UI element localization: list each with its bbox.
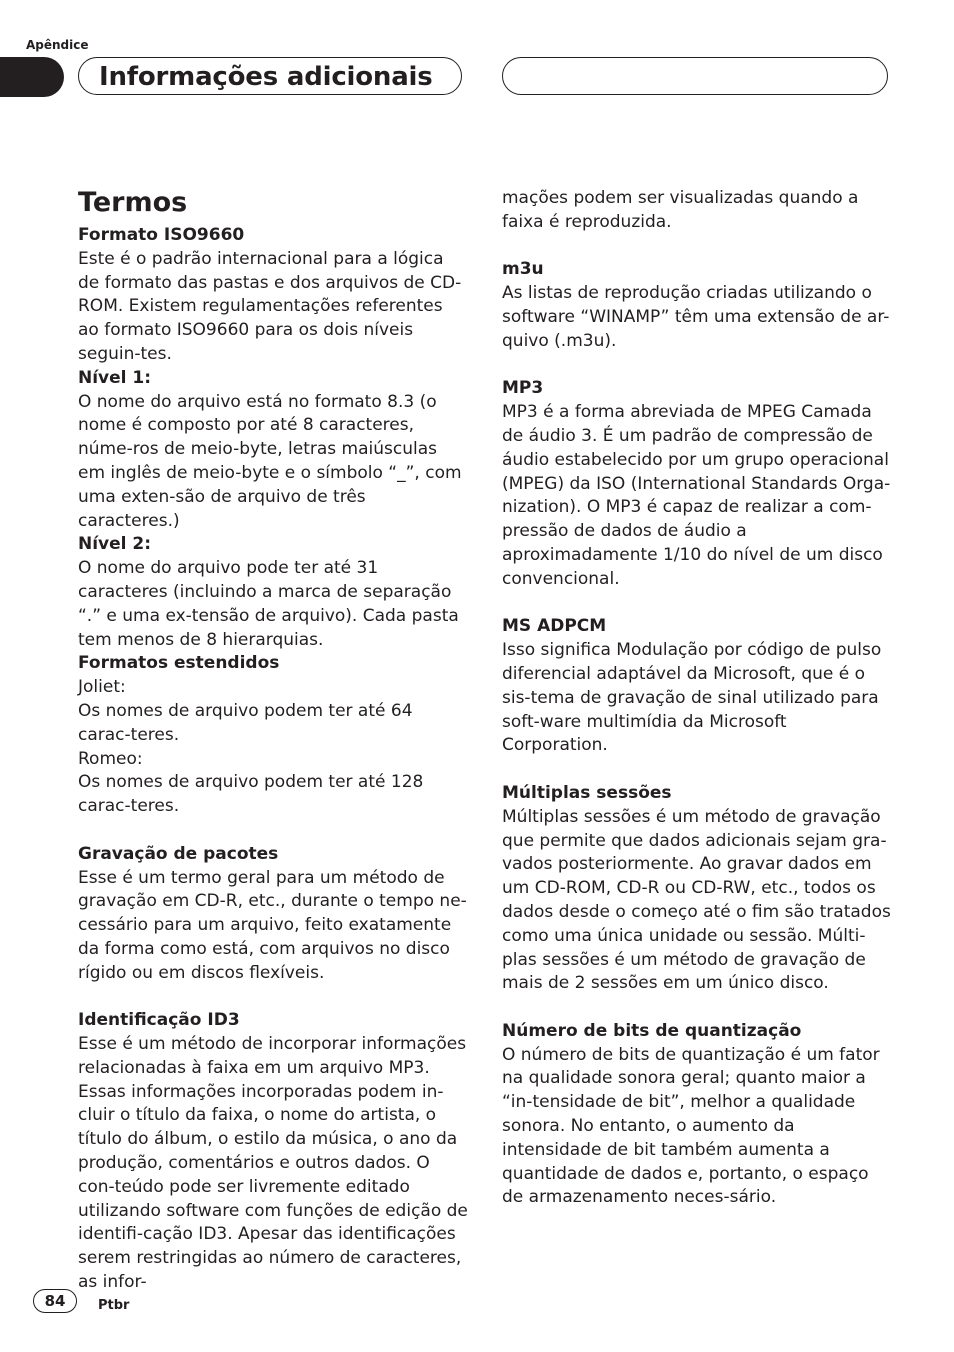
term-text: Isso significa Modulação por código de pulso diferencial adaptável da Microsoft, que é o sis-tema de gravação de sinal utilizado para soft-ware multimídia da Microsoft Corporation. xyxy=(502,640,882,756)
term-title: Identificação ID3 xyxy=(78,1010,240,1031)
term-m3u xyxy=(502,258,892,353)
term-title: Múltiplas sessões xyxy=(502,782,672,803)
term-title: m3u xyxy=(502,259,544,280)
term-text: Os nomes de arquivo podem ter até 64 carac-teres. xyxy=(78,700,413,745)
term-subtitle: Nível 2: xyxy=(78,534,152,555)
right-column xyxy=(502,187,892,1234)
term-subtitle: Nível 1: xyxy=(78,367,152,388)
term-id3 xyxy=(78,1009,468,1295)
term-text: Os nomes de arquivo podem ter até 128 carac-teres. xyxy=(78,772,424,817)
term-subtitle: Formatos estendidos xyxy=(78,653,280,674)
term-text: Esse é um método de incorporar informações relacionadas à faixa em um arquivo MP3. Essas informações incorporadas podem in-cluir o título da faixa, o nome do artista, o título do álbum, o estilo da música, o ano da produção, comentários e outros dados. O con-teúdo pode ser livremente editado utilizando software com funções de edição de identifi-cação ID3. Apesar das identificações serem restringidas ao número de caracteres, as infor- xyxy=(78,1034,468,1293)
page-number: 84 xyxy=(33,1289,77,1313)
section-title: Termos xyxy=(78,187,188,218)
term-quantization-bits xyxy=(502,1020,892,1210)
left-column xyxy=(78,186,468,1319)
term-text: As listas de reprodução criadas utilizando o software “WINAMP” têm uma extensão de ar-quivo (.m3u). xyxy=(502,283,890,351)
term-title: Formato ISO9660 xyxy=(78,225,245,245)
term-text: Esse é um termo geral para um método de gravação em CD-R, etc., durante o tempo ne-cessário para um arquivo, feito exatamente da forma como está, com arquivos no disco rígido ou em discos flexíveis. xyxy=(78,867,467,983)
page-title: Informações adicionais xyxy=(99,62,433,92)
term-title: MS ADPCM xyxy=(502,616,607,637)
section-tab-marker xyxy=(0,57,64,97)
header-empty-box xyxy=(502,57,888,95)
term-text: Joliet: xyxy=(78,677,126,698)
term-ms-adpcm xyxy=(502,615,892,758)
term-text: mações podem ser visualizadas quando a faixa é reproduzida. xyxy=(502,188,859,232)
term-iso9660 xyxy=(78,224,468,819)
term-packet-writing xyxy=(78,843,468,986)
term-title: Número de bits de quantização xyxy=(502,1020,802,1041)
section-label: Apêndice xyxy=(26,38,89,52)
term-text: MP3 é a forma abreviada de MPEG Camada de áudio 3. É um padrão de compressão de áudio estabelecido por um grupo operacional (MPEG) da ISO (International Standards Orga-nization). O MP3 é capaz de realizar a com-pressão de dados de áudio a aproximadamente 1/10 do nível de um disco convencional. xyxy=(502,402,891,589)
term-title: MP3 xyxy=(502,378,544,399)
language-label: Ptbr xyxy=(98,1298,130,1313)
term-text: O nome do arquivo pode ter até 31 caracteres (incluindo a marca de separação “.” e uma ex-tensão de arquivo). Cada pasta tem menos de 8 hierarquias. xyxy=(78,558,459,650)
term-text: O nome do arquivo está no formato 8.3 (o nome é composto por até 8 caracteres, núme-ros de meio-byte, letras maiúsculas em inglês de meio-byte e o símbolo “_”, com uma exten-são de arquivo de três caracteres.) xyxy=(78,391,462,531)
term-id3-continued xyxy=(502,187,892,235)
term-mp3 xyxy=(502,377,892,591)
term-text: Este é o padrão internacional para a lógica de formato das pastas e dos arquivos de CD-ROM. Existem regulamentações referentes ao formato ISO9660 para os dois níveis seguin-tes. xyxy=(78,248,462,364)
term-text: Romeo: xyxy=(78,748,143,769)
term-multisession xyxy=(502,782,892,996)
term-text: O número de bits de quantização é um fator na qualidade sonora geral; quanto maior a “in-tensidade de bit”, melhor a qualidade sonora. No entanto, o aumento da intensidade de bit também aumenta a quantidade de dados e, portanto, o espaço de armazenamento neces-sário. xyxy=(502,1044,880,1208)
term-title: Gravação de pacotes xyxy=(78,843,279,864)
header-title-box xyxy=(78,57,462,95)
term-text: Múltiplas sessões é um método de gravação que permite que dados adicionais sejam gra-vados posteriormente. Ao gravar dados em um CD-ROM, CD-R ou CD-RW, etc., todos os dados desde o começo até o fim são tratados como uma única unidade ou sessão. Múlti-plas sessões é um método de gravação de mais de 2 sessões em um único disco. xyxy=(502,806,891,994)
